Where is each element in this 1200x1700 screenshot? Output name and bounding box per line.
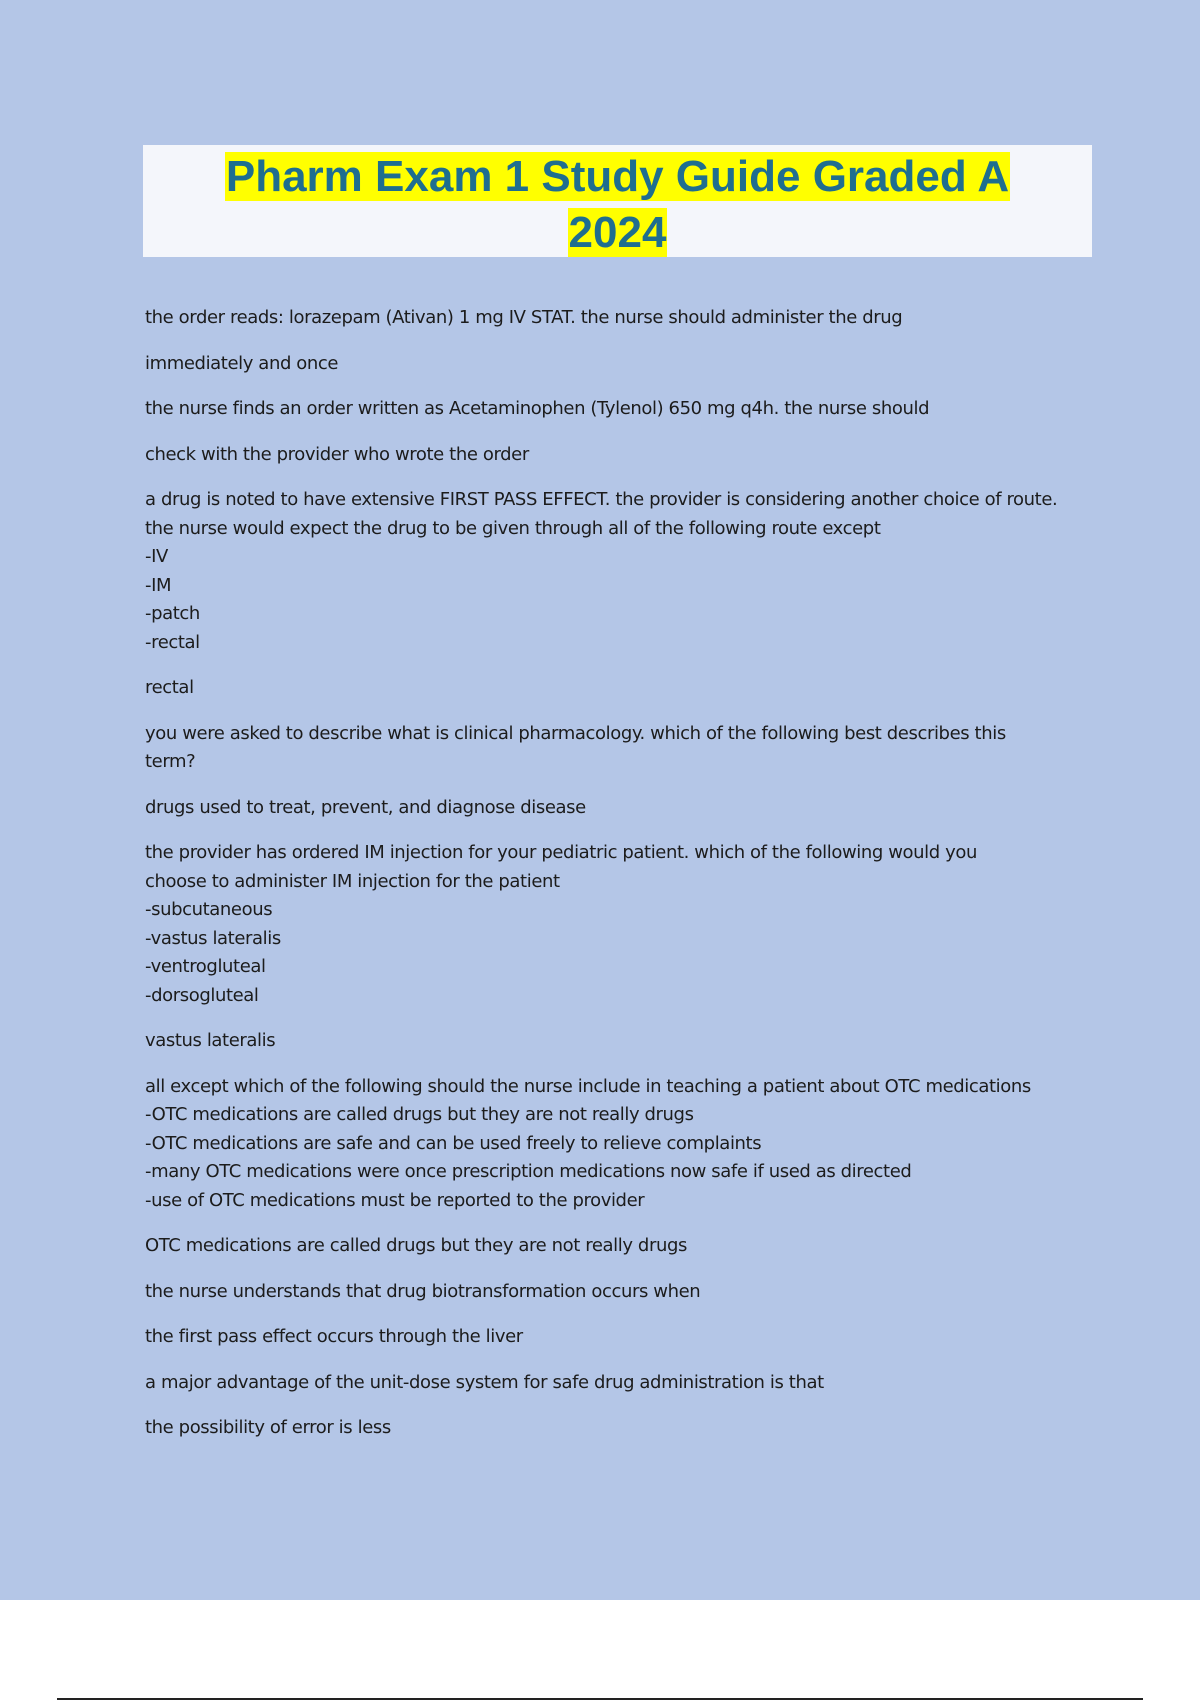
- option-item: -dorsogluteal: [145, 984, 259, 1006]
- option-item: -use of OTC medications must be reported to the provider: [145, 1189, 645, 1211]
- question-text: all except which of the following should the nurse include in teaching a patient about OTC medications: [145, 1075, 1031, 1097]
- option-item: -OTC medications are safe and can be used freely to relieve complaints: [145, 1132, 762, 1154]
- title-box: [143, 145, 1092, 257]
- answer-text: drugs used to treat, prevent, and diagnose disease: [145, 796, 586, 818]
- question-block: [145, 486, 1095, 657]
- question-text: the nurse finds an order written as Acetaminophen (Tylenol) 650 mg q4h. the nurse should: [145, 398, 930, 419]
- question-text: the nurse would expect the drug to be given through all of the following route except: [145, 517, 881, 539]
- question-text: a major advantage of the unit-dose system for safe drug administration is that: [145, 1371, 824, 1393]
- question-block: [145, 1073, 1095, 1216]
- answer-text: rectal: [145, 677, 194, 698]
- answer-text: check with the provider who wrote the order: [145, 443, 529, 465]
- question-text: term?: [145, 751, 196, 772]
- question-text: you were asked to describe what is clinical pharmacology. which of the following best describes this: [145, 722, 1006, 744]
- option-item: -IM: [145, 574, 172, 596]
- option-item: -subcutaneous: [145, 899, 273, 920]
- question-block: [145, 304, 1095, 333]
- question-block: [145, 1369, 1095, 1398]
- question-block: [145, 839, 1095, 1010]
- title-line-2: [143, 205, 1092, 261]
- option-item: -many OTC medications were once prescription medications now safe if used as directed: [145, 1161, 912, 1182]
- study-guide-content: [145, 304, 1095, 1460]
- answer-text: immediately and once: [145, 352, 339, 374]
- page-title: Pharm Exam 1 Study Guide Graded A: [225, 152, 1010, 201]
- option-item: -OTC medications are called drugs but they are not really drugs: [145, 1104, 694, 1125]
- answer-text: OTC medications are called drugs but they are not really drugs: [145, 1235, 687, 1256]
- option-item: -patch: [145, 603, 200, 624]
- option-item: -ventrogluteal: [145, 956, 266, 977]
- answer-text: the first pass effect occurs through the liver: [145, 1326, 523, 1347]
- option-item: -vastus lateralis: [145, 927, 281, 949]
- question-text: the nurse understands that drug biotransformation occurs when: [145, 1280, 701, 1302]
- page-title-year: 2024: [568, 208, 667, 257]
- question-text: a drug is noted to have extensive FIRST PASS EFFECT. the provider is considering another choice of route.: [145, 489, 1058, 510]
- option-item: -rectal: [145, 631, 200, 653]
- question-text: the order reads: lorazepam (Ativan) 1 mg IV STAT. the nurse should administer the drug: [145, 307, 903, 328]
- option-item: -IV: [145, 546, 168, 567]
- answer-text: the possibility of error is less: [145, 1417, 391, 1438]
- question-block: [145, 720, 1095, 777]
- question-text: the provider has ordered IM injection for your pediatric patient. which of the following would you: [145, 842, 977, 863]
- question-block: [145, 395, 1095, 424]
- answer-text: vastus lateralis: [145, 1030, 276, 1051]
- question-block: [145, 1278, 1095, 1307]
- question-text: choose to administer IM injection for the patient: [145, 870, 560, 892]
- title-line-1: [143, 149, 1092, 205]
